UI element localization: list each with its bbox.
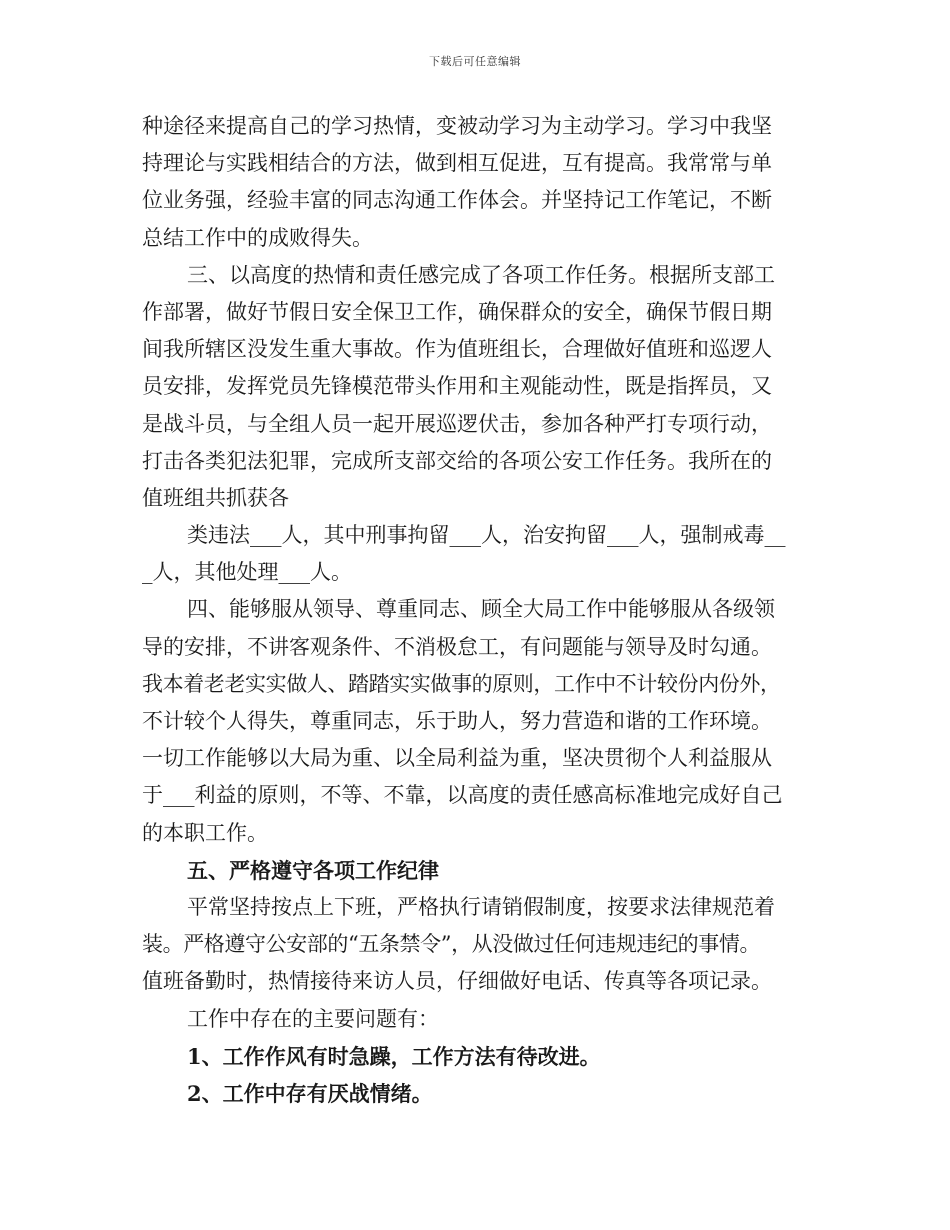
text-line: 类违法___人，其中刑事拘留___人，治安拘留___人，强制戒毒__ — [187, 523, 786, 548]
text-line: 导的安排，不讲客观条件、不消极怠工，有问题能与领导及时勾通。 — [142, 634, 772, 659]
text-line: 四、能够服从领导、尊重同志、顾全大局工作中能够服从各级领 — [187, 597, 775, 622]
text-line: 于___利益的原则，不等、不靠，以高度的责任感高标准地完成好自己 — [142, 783, 783, 808]
text-line: _人，其他处理___人。 — [142, 560, 352, 585]
text-line: 的本职工作。 — [142, 820, 268, 845]
section-heading: 五、严格遵守各项工作纪律 — [187, 857, 439, 883]
text-line: 三、以高度的热情和责任感完成了各项工作任务。根据所支部工 — [187, 262, 775, 287]
text-line: 我本着老老实实做人、踏踏实实做事的原则，工作中不计较份内份外， — [142, 671, 781, 696]
text-line: 打击各类犯法犯罪，完成所支部交给的各项公安工作任务。我所在的 — [142, 448, 772, 473]
text-line: 持理论与实践相结合的方法，做到相互促进，互有提高。我常常与单 — [142, 151, 772, 176]
text-line: 员安排，发挥党员先锋模范带头作用和主观能动性，既是指挥员，又 — [142, 374, 772, 399]
page-header: 下载后可任意编辑 — [429, 55, 521, 68]
text-line: 装。严格遵守公安部的“五条禁令”，从没做过任何违规违纪的事情。 — [142, 932, 761, 957]
text-line: 一切工作能够以大局为重、以全局利益为重，坚决贯彻个人利益服从 — [142, 746, 772, 771]
text-line: 作部署，做好节假日安全保卫工作，确保群众的安全，确保节假日期 — [142, 299, 772, 324]
text-line: 值班备勤时，热情接待来访人员，仔细做好电话、传真等各项记录。 — [142, 969, 772, 994]
text-line: 是战斗员，与全组人员一起开展巡逻伏击，参加各种严打专项行动， — [142, 411, 772, 436]
text-line: 不计较个人得失，尊重同志，乐于助人，努力营造和谐的工作环境。 — [142, 709, 772, 733]
issue-item: 2、工作中存有厌战情绪。 — [187, 1080, 433, 1106]
document-body — [142, 108, 822, 1112]
text-line: 位业务强，经验丰富的同志沟通工作体会。并坚持记工作笔记，不断 — [142, 188, 772, 213]
text-line: 工作中存在的主要问题有： — [187, 1006, 439, 1031]
text-line: 平常坚持按点上下班，严格执行请销假制度，按要求法律规范着 — [187, 894, 775, 919]
issue-item: 1、工作作风有时急躁，工作方法有待改进。 — [187, 1043, 601, 1069]
text-line: 间我所辖区没发生重大事故。作为值班组长，合理做好值班和巡逻人 — [142, 337, 772, 362]
text-line: 总结工作中的成败得失。 — [142, 225, 373, 250]
text-line: 种途径来提高自己的学习热情，变被动学习为主动学习。学习中我坚 — [142, 114, 772, 138]
text-line: 值班组共抓获各 — [142, 485, 289, 510]
